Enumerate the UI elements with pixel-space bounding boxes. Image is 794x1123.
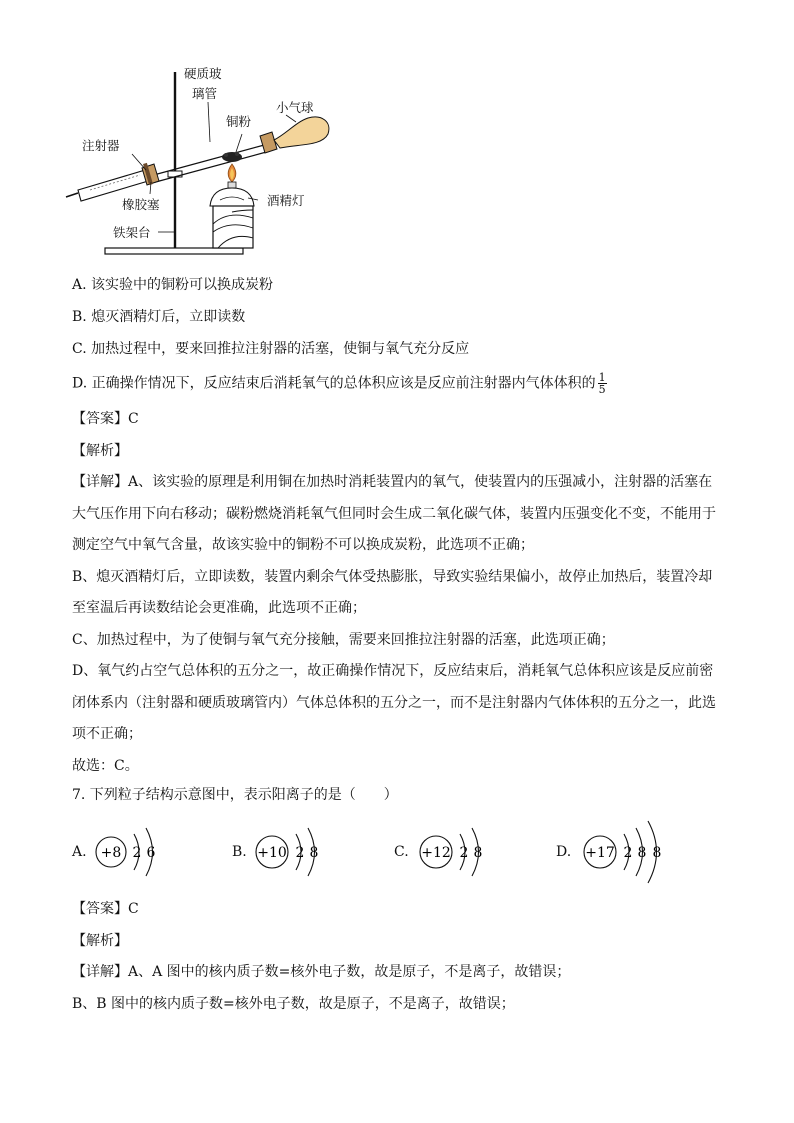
fraction-numerator: 1 [598,371,606,384]
q7-detail-line: B、B 图中的核内质子数=核外电子数，故是原子，不是离子，故错误； [72,995,515,1012]
atom-shells-drawing [94,822,194,882]
q6-detail-line: 【详解】A、该实验的原理是利用铜在加热时消耗装置内的氧气，使装置内的压强减小，注射器的活塞在 [72,474,713,490]
nucleus-charge: +17 [585,845,615,861]
q6-detail-line: 故选：C。 [72,757,139,774]
fraction-denominator: 5 [598,383,606,396]
shell-electron-count: 8 [473,845,483,861]
shell-electron-count: 2 [623,845,633,861]
q6-detail-line: 大气压作用下向右移动；碳粉燃烧消耗氧气但同时会生成二氧化碳气体，装置内压强变化不变，不能用于 [72,505,716,522]
atom-shells-drawing [582,817,702,887]
label-stopper: 橡胶塞 [122,197,160,212]
label-tube-line2: 璃管 [192,86,218,101]
label-tube-line1: 硬质玻 [184,66,222,81]
label-balloon: 小气球 [276,100,314,115]
shell-electron-count: 8 [309,845,319,861]
atom-diagram-c [394,822,514,882]
atom-shells-drawing [254,822,354,882]
q6-answer: 【答案】C [72,411,139,427]
nucleus-charge: +8 [100,845,122,861]
q6-detail-line: 项不正确； [72,726,142,742]
shell-electron-count: 6 [146,845,156,861]
q6-detail-line: D、氧气约占空气总体积的五分之一，故正确操作情况下，反应结束后，消耗氧气总体积应该是反应前密 [72,663,714,679]
label-stand: 铁架台 [113,225,151,240]
q6-option-d [72,372,607,395]
q6-detail-line: 闭体系内（注射器和硬质玻璃管内）气体总体积的五分之一，而不是注射器内气体体积的五分之一，此选 [72,694,716,711]
q6-detail-line: C、加热过程中，为了使铜与氧气充分接触，需要来回推拉注射器的活塞，此选项正确； [72,631,615,648]
atom-diagram-a [72,822,182,882]
atom-option-label: A. [72,844,87,860]
q6-option-a: A. 该实验中的铜粉可以换成炭粉 [72,277,274,293]
shell-electron-count: 8 [637,845,647,861]
q6-option-c: C. 加热过程中，要来回推拉注射器的活塞，使铜与氧气充分反应 [72,341,470,357]
q7-detail-line: 【详解】A、A 图中的核内质子数=核外电子数，故是原子，不是离子，故错误； [72,964,571,980]
shell-electron-count: 2 [132,845,142,861]
atom-shells-drawing [418,822,518,882]
label-lamp: 酒精灯 [267,193,305,208]
q6-option-b: B. 熄灭酒精灯后，立即读数 [72,309,246,325]
label-syringe: 注射器 [82,138,120,153]
atom-diagram-b [232,822,352,882]
nucleus-charge: +12 [421,845,451,861]
shell-electron-count: 8 [652,845,662,861]
q7-analysis-heading: 【解析】 [72,933,128,949]
apparatus-figure [60,60,360,260]
q6-option-d-text: D. 正确操作情况下，反应结束后消耗氧气的总体积应该是反应前注射器内气体体积的 [72,375,596,392]
atom-option-label: C. [394,844,409,860]
q6-analysis-heading: 【解析】 [72,443,128,459]
q7-detail [72,957,722,1020]
q6-detail-line: B、熄灭酒精灯后，立即读数，装置内剩余气体受热膨胀，导致实验结果偏小，故停止加热后，装置冷却 [72,568,713,585]
q6-detail [72,467,722,782]
q6-detail-line: 至室温后再读数结论会更准确，此选项不正确； [72,600,366,616]
atom-diagram-d [556,822,696,882]
label-copper: 铜粉 [226,114,252,129]
q7-stem: 7. 下列粒子结构示意图中，表示阳离子的是（ ） [72,787,398,803]
atom-option-label: D. [556,844,572,860]
shell-electron-count: 2 [295,845,305,861]
nucleus-charge: +10 [257,845,287,861]
q6-detail-line: 测定空气中氧气含量，故该实验中的铜粉不可以换成炭粉，此选项不正确； [72,537,534,553]
fraction [598,372,607,395]
q7-answer: 【答案】C [72,901,139,917]
atom-option-label: B. [232,844,247,860]
shell-electron-count: 2 [459,845,469,861]
